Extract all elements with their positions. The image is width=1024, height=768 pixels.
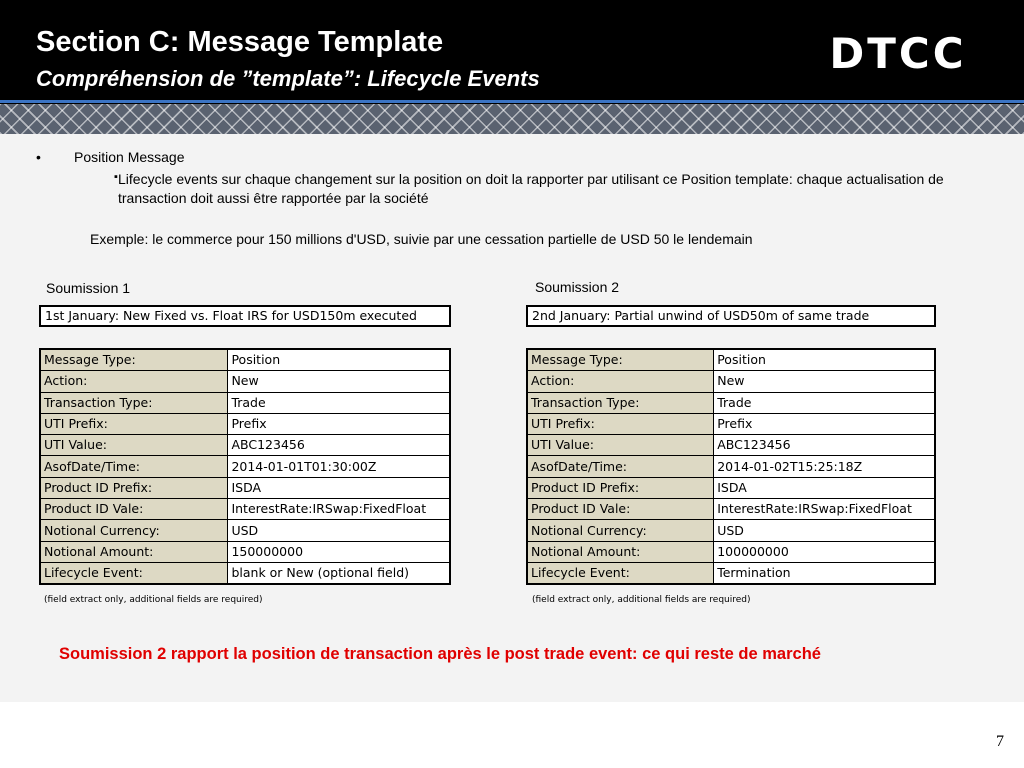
field-value: ABC123456 [714,435,935,456]
page-number: 7 [996,733,1004,750]
field-label: Notional Amount: [527,541,714,562]
dtcc-logo [822,30,974,76]
field-value: 2014-01-02T15:25:18Z [714,456,935,477]
bullet-marker: • [36,149,41,165]
submission-2-field-table [526,348,936,585]
table-row [527,520,935,541]
field-label: Transaction Type: [40,392,228,413]
field-value: New [228,371,450,392]
field-label: Message Type: [527,349,714,371]
field-value: Prefix [228,413,450,434]
table-row [40,477,450,498]
table-row [40,392,450,413]
field-label: Action: [40,371,228,392]
field-label: UTI Value: [40,435,228,456]
sub-bullet-marker: ▪ [114,171,118,183]
table-row [527,499,935,520]
field-value: 150000000 [228,541,450,562]
table-row [527,562,935,584]
submission-2-label: Soumission 2 [535,279,620,295]
field-value: 2014-01-01T01:30:00Z [228,456,450,477]
field-label: Notional Amount: [40,541,228,562]
table-row [527,413,935,434]
field-value: Trade [228,392,450,413]
field-label: AsofDate/Time: [527,456,714,477]
bullet-position-message: Position Message [74,149,185,165]
field-label: UTI Prefix: [40,413,228,434]
field-label: Lifecycle Event: [527,562,714,584]
table-row [527,349,935,371]
table-row [527,541,935,562]
table-row [40,456,450,477]
field-label: Product ID Vale: [527,499,714,520]
table-row [40,541,450,562]
field-label: Notional Currency: [527,520,714,541]
table-row [40,499,450,520]
table-row [40,435,450,456]
field-value: USD [714,520,935,541]
field-value: InterestRate:IRSwap:FixedFloat [714,499,935,520]
field-label: Notional Currency: [40,520,228,541]
field-value: blank or New (optional field) [228,562,450,584]
field-value: ISDA [228,477,450,498]
slide-title: Section C: Message Template [36,26,444,58]
field-value: ISDA [714,477,935,498]
field-value: Trade [714,392,935,413]
field-value: ABC123456 [228,435,450,456]
submission-1-label: Soumission 1 [46,280,131,296]
submission-1-note: (field extract only, additional fields are required) [44,595,263,605]
table-row [40,349,450,371]
field-value: Position [228,349,450,371]
submission-2-note: (field extract only, additional fields are required) [532,595,751,605]
field-label: UTI Prefix: [527,413,714,434]
table-row [527,435,935,456]
sub-bullet-lifecycle-text: Lifecycle events sur chaque changement sur la position on doit la rapporter par utilisant ce Position template: chaque actualisation de transaction doit aussi être rapportée par la société [118,171,944,206]
table-row [40,371,450,392]
field-label: Message Type: [40,349,228,371]
field-value: InterestRate:IRSwap:FixedFloat [228,499,450,520]
submission-1-event-box: 1st January: New Fixed vs. Float IRS for USD150m executed [39,305,451,327]
table-row [40,562,450,584]
field-label: Lifecycle Event: [40,562,228,584]
table-row [527,371,935,392]
submission-1-field-table [39,348,451,585]
field-value: 100000000 [714,541,935,562]
header-accent-line [0,100,1024,103]
field-label: Product ID Prefix: [40,477,228,498]
field-label: Product ID Prefix: [527,477,714,498]
field-label: AsofDate/Time: [40,456,228,477]
table-row [40,413,450,434]
example-text: Exemple: le commerce pour 150 millions d'USD, suivie par une cessation partielle de USD 50 le lendemain [90,231,753,247]
slide-subtitle: Compréhension de ”template”: Lifecycle Events [36,66,540,91]
field-value: USD [228,520,450,541]
dtcc-logo-text: DTCC [829,30,967,76]
field-value: Prefix [714,413,935,434]
field-value: New [714,371,935,392]
field-label: Product ID Vale: [40,499,228,520]
decorative-band [0,104,1024,134]
field-value: Termination [714,562,935,584]
table-row [40,520,450,541]
submission-2-event-box: 2nd January: Partial unwind of USD50m of same trade [526,305,936,327]
field-label: Action: [527,371,714,392]
table-row [527,392,935,413]
table-row [527,456,935,477]
slide-header [0,0,1024,104]
conclusion-text: Soumission 2 rapport la position de transaction après le post trade event: ce qui reste de marché [59,645,821,663]
field-value: Position [714,349,935,371]
field-label: Transaction Type: [527,392,714,413]
field-label: UTI Value: [527,435,714,456]
table-row [527,477,935,498]
